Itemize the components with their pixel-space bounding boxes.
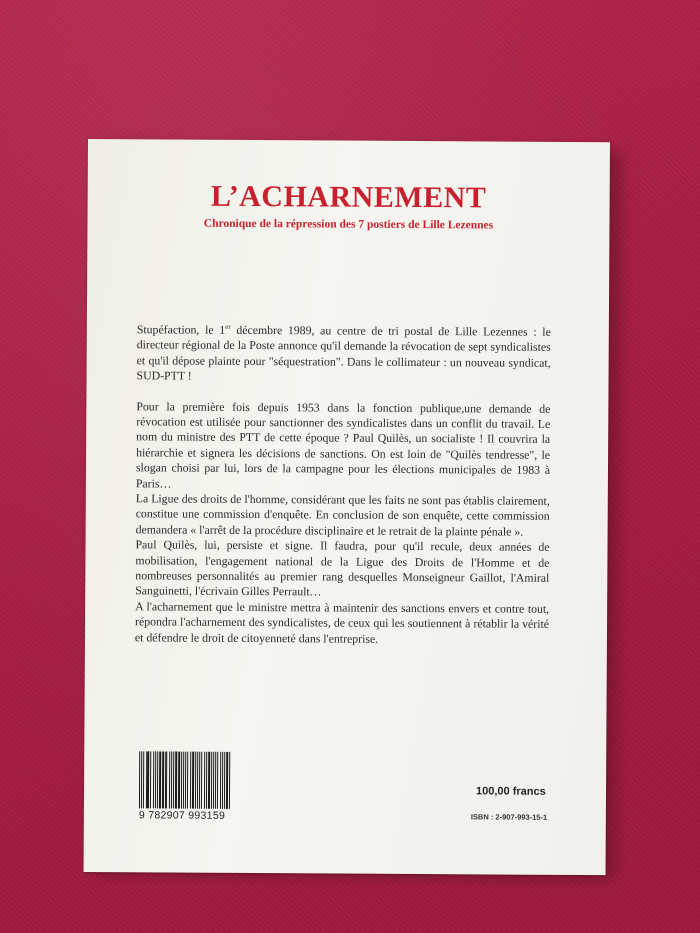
isbn-label: ISBN : 2-907-993-15-1: [470, 812, 548, 822]
blurb-paragraph-1-end: décembre 1989, au centre de tri postal de Lille Lezennes : le directeur régional de la Poste annonce qu'il demande la révocation de sept syndicalistes et qu'il dépose plainte pour "séquestration". Dans le collimateur : un nouveau syndicat, SUD-PTT !: [136, 322, 551, 383]
barcode-number: 9 782907 993159: [138, 809, 226, 822]
blurb-paragraph-3: La Ligue des droits de l'homme, considérant que les faits ne sont pas établis clairement, constitue une commission d'enquête. En conclusion de son enquête, cette commission demandera « l'arrêt de la procédure disciplinaire et le retrait de la plainte pénale ».: [135, 491, 550, 539]
price-label: 100,00 francs: [475, 785, 546, 798]
book-title: L’ACHARNEMENT: [210, 179, 487, 215]
blurb-paragraph-1-superscript: er: [225, 322, 231, 331]
blurb-paragraph-2: Pour la première fois depuis 1953 dans la fonction publique,une demande de révocation est utilisée pour sanctionner des syndicalistes dans un conflit du travail. Le nom du ministre des PTT de cette époque ? Paul Quilès, un socialiste ! Il couvrira la hiérarchie et signera les décisions de sanctions. On est loin de "Quilès tendresse", le slogan choisi par lui, lors de la campagne pour les élections municipales de 1983 à Paris…: [135, 398, 551, 491]
book-subtitle: Chronique de la répression des 7 postiers de Lille Lezennes: [203, 217, 494, 232]
blurb-paragraph-4: Paul Quilès, lui, persiste et signe. Il faudra, pour qu'il recule, deux années de mobilisation, l'engagement national de la Ligue des Droits de l'Homme et de nombreuses personnalités au premier rang desquelles Monseigneur Gaillot, l'Amiral Sanguinetti, l'écrivain Gilles Perrault…: [135, 537, 550, 599]
blurb-paragraph-1: [137, 319, 551, 386]
book-back-cover: [84, 139, 610, 875]
blurb-text: [135, 319, 551, 648]
barcode-icon: [139, 751, 231, 809]
blurb-paragraph-1-start: Stupéfaction, le 1: [136, 322, 226, 337]
blurb-paragraph-5: A l'acharnement que le ministre mettra à maintenir des sanctions envers et contre tout, répondra l'acharnement des syndicalistes, de ceux qui les soutiennent à rétablir la vérité et défendre le droit de citoyenneté dans l'entreprise.: [134, 599, 550, 646]
